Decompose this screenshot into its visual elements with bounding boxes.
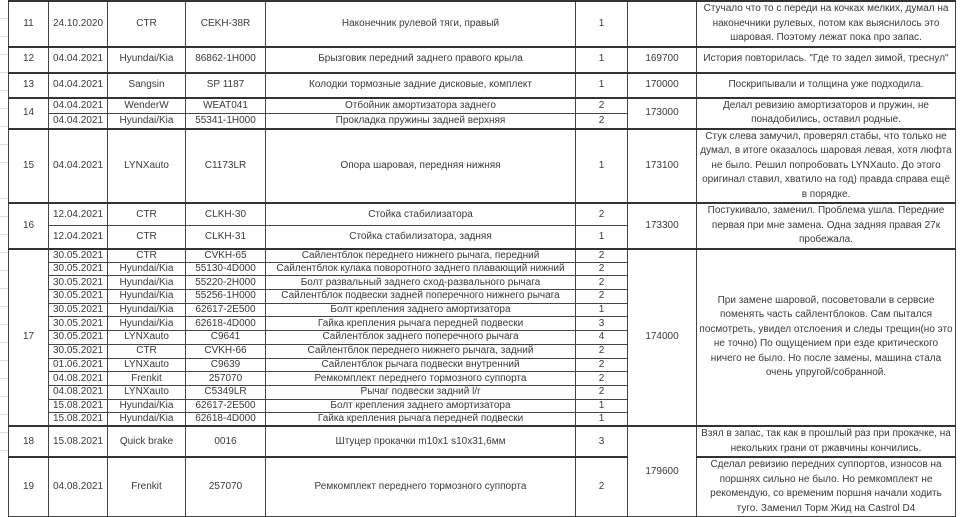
date-cell[interactable]: 04.08.2021 [49,372,108,386]
row-number-cell[interactable]: 13 [9,73,49,98]
date-cell[interactable]: 04.04.2021 [49,98,108,114]
brand-cell[interactable]: Hyundai/Kia [108,413,186,427]
brand-cell[interactable]: CTR [108,203,186,226]
date-cell[interactable]: 04.04.2021 [49,113,108,129]
part-number-cell[interactable]: 257070 [186,372,266,386]
part-name-cell[interactable]: Гайка крепления рычага передней подвески [266,413,576,427]
date-cell[interactable]: 01.06.2021 [49,358,108,372]
part-number-cell[interactable]: C5349LR [186,385,266,399]
gridline [0,234,8,235]
date-cell[interactable]: 12.04.2021 [49,226,108,249]
table-row [9,1,956,47]
brand-cell[interactable]: LYNXauto [108,129,186,204]
part-name-cell[interactable]: Опора шаровая, передняя нижняя [266,129,576,204]
table-row [9,249,956,263]
brand-cell[interactable]: Frenkit [108,372,186,386]
mileage-cell[interactable]: 169700 [628,47,697,73]
part-number-cell[interactable]: 86862-1H000 [186,47,266,73]
gridline [0,306,8,307]
part-name-cell[interactable]: Отбойник амортизатора заднего [266,98,576,114]
date-cell[interactable]: 04.04.2021 [49,73,108,98]
quantity-cell[interactable]: 2 [576,358,628,372]
row-number-cell[interactable]: 11 [9,1,49,47]
part-name-cell[interactable]: Наконечник рулевой тяги, правый [266,1,576,47]
quantity-cell[interactable]: 2 [576,98,628,114]
part-name-cell[interactable]: Стойка стабилизатора [266,203,576,226]
part-number-cell[interactable]: 55341-1H000 [186,113,266,129]
comment-cell[interactable]: Постукивало, заменил. Проблема ушла. Передние первая при мне замена. Одна задняя правая 27к пробежала. [697,203,956,249]
mileage-cell[interactable]: 173300 [628,203,697,249]
mileage-cell[interactable]: 174000 [628,249,697,427]
row-number-cell[interactable]: 16 [9,203,49,249]
part-number-cell[interactable]: 257070 [186,457,266,517]
part-name-cell[interactable]: Болт развальный заднего сход-развального рычага [266,276,576,290]
part-number-cell[interactable]: 62617-2E500 [186,303,266,317]
part-number-cell[interactable]: 62617-2E500 [186,399,266,413]
part-number-cell[interactable]: CVKH-66 [186,344,266,358]
gridline [0,270,8,271]
gridline [0,324,8,325]
parts-log-table [8,0,956,517]
date-cell[interactable]: 30.05.2021 [49,344,108,358]
part-name-cell[interactable]: Сайлентблок переднего нижнего рычага, передний [266,249,576,263]
comment-cell[interactable]: Сделал ревизию передних суппортов, износов на поршнях сильно не было. Но ремкомплект не рекомендую, со временим поршня начали ходить туго. Заменил Торм Жид на Castrol D4 [697,457,956,517]
part-name-cell[interactable]: Сайлентблок кулака поворотного заднего плавающий нижний [266,262,576,276]
quantity-cell[interactable]: 4 [576,331,628,345]
gridline [0,108,8,109]
quantity-cell[interactable]: 1 [576,303,628,317]
date-cell[interactable]: 24.10.2020 [49,1,108,47]
quantity-cell[interactable]: 1 [576,129,628,204]
row-number-cell[interactable]: 14 [9,98,49,129]
brand-cell[interactable]: Hyundai/Kia [108,317,186,331]
quantity-cell[interactable]: 2 [576,276,628,290]
brand-cell[interactable]: CTR [108,226,186,249]
mileage-cell[interactable]: 170000 [628,73,697,98]
comment-cell[interactable]: История повторилась. "Где то задел зимой, треснул" [697,47,956,73]
part-number-cell[interactable]: 62618-4D000 [186,413,266,427]
date-cell[interactable]: 15.08.2021 [49,399,108,413]
gridline [0,144,8,145]
quantity-cell[interactable]: 2 [576,290,628,304]
part-name-cell[interactable]: Колодки тормозные задние дисковые, комплект [266,73,576,98]
date-cell[interactable]: 30.05.2021 [49,249,108,263]
quantity-cell[interactable]: 3 [576,426,628,457]
date-cell[interactable]: 15.08.2021 [49,426,108,457]
part-number-cell[interactable]: 55220-2H000 [186,276,266,290]
part-number-cell[interactable]: CEKH-38R [186,1,266,47]
part-number-cell[interactable]: CVKH-65 [186,249,266,263]
mileage-cell[interactable]: 173100 [628,129,697,204]
part-number-cell[interactable]: 62618-4D000 [186,317,266,331]
quantity-cell[interactable]: 1 [576,1,628,47]
gridline [0,72,8,73]
brand-cell[interactable]: Sangsin [108,73,186,98]
brand-cell[interactable]: LYNXauto [108,331,186,345]
table-row [9,129,956,204]
quantity-cell[interactable]: 2 [576,113,628,129]
quantity-cell[interactable]: 1 [576,413,628,427]
table-row [9,73,956,98]
brand-cell[interactable]: Frenkit [108,457,186,517]
gridline [0,432,8,433]
part-number-cell[interactable]: 55256-1H000 [186,290,266,304]
part-number-cell[interactable]: 0016 [186,426,266,457]
brand-cell[interactable]: WenderW [108,98,186,114]
quantity-cell[interactable]: 2 [576,372,628,386]
brand-cell[interactable]: Hyundai/Kia [108,399,186,413]
part-name-cell[interactable]: Ремкомплект переднего тормозного суппорта [266,372,576,386]
gridline [0,198,8,199]
comment-cell[interactable]: Стук слева замучил, проверял стабы, что только не думал, в итоге оказалось шаровая левая, хотя люфта не было. Решил попробовать LYNXauto. До этого оригинал ставил, хватило на год) правда справа ещё в порядке. [697,129,956,204]
gridline [0,90,8,91]
gridline [0,414,8,415]
part-number-cell[interactable]: C9639 [186,358,266,372]
date-cell[interactable]: 04.04.2021 [49,47,108,73]
gridline [0,54,8,55]
part-number-cell[interactable]: WEAT041 [186,98,266,114]
quantity-cell[interactable]: 1 [576,47,628,73]
brand-cell[interactable]: Hyundai/Kia [108,113,186,129]
part-number-cell[interactable]: C9641 [186,331,266,345]
gridline [0,342,8,343]
comment-cell[interactable]: Стучало что то с переди на кочках мелких, думал на наконечники рулевых, потом как выяснилось это шаровая. Поэтому лежат пока про запас. [697,1,956,47]
part-name-cell[interactable]: Гайка крепления рычага передней подвески [266,317,576,331]
gridline [0,288,8,289]
date-cell[interactable]: 12.04.2021 [49,203,108,226]
quantity-cell[interactable]: 2 [576,385,628,399]
gridline [0,18,8,19]
part-name-cell[interactable]: Штуцер прокачки m10x1 s10x31,6мм [266,426,576,457]
date-cell[interactable]: 04.08.2021 [49,385,108,399]
brand-cell[interactable]: Hyundai/Kia [108,262,186,276]
part-name-cell[interactable]: Сайлентблок заднего поперечного рычага [266,331,576,345]
comment-cell[interactable]: При замене шаровой, посоветовали в сервсие поменять часть сайлентблоков. Сам пытался посмотреть, увидел отслоения и следы трещин(но это не точно) По ощущением при езде критического ничего не было. Но после замены, машина стала очень упругой/собранной. [697,249,956,427]
quantity-cell[interactable]: 1 [576,226,628,249]
table-row [9,426,956,457]
brand-cell[interactable]: LYNXauto [108,385,186,399]
mileage-cell[interactable]: 173000 [628,98,697,129]
brand-cell[interactable]: Hyundai/Kia [108,303,186,317]
gridline [0,396,8,397]
gridline [0,450,8,451]
brand-cell[interactable]: CTR [108,1,186,47]
date-cell[interactable]: 04.04.2021 [49,129,108,204]
quantity-cell[interactable]: 3 [576,317,628,331]
quantity-cell[interactable]: 1 [576,73,628,98]
part-number-cell[interactable]: C1173LR [186,129,266,204]
part-number-cell[interactable]: CLKH-31 [186,226,266,249]
table-row [9,47,956,73]
date-cell[interactable]: 30.05.2021 [49,303,108,317]
brand-cell[interactable]: LYNXauto [108,358,186,372]
part-name-cell[interactable]: Болт крепления заднего амортизатора [266,303,576,317]
part-name-cell[interactable]: Прокладка пружины задней верхняя [266,113,576,129]
date-cell[interactable]: 15.08.2021 [49,413,108,427]
date-cell[interactable]: 30.05.2021 [49,317,108,331]
table-row [9,98,956,114]
brand-cell[interactable]: Hyundai/Kia [108,276,186,290]
date-cell[interactable]: 30.05.2021 [49,331,108,345]
part-number-cell[interactable]: SP 1187 [186,73,266,98]
brand-cell[interactable]: Hyundai/Kia [108,290,186,304]
mileage-cell[interactable] [628,1,697,47]
gridline [0,216,8,217]
part-name-cell[interactable]: Стойка стабилизатора, задняя [266,226,576,249]
part-name-cell[interactable]: Болт крепления заднего амортизатора [266,399,576,413]
comment-cell[interactable]: Взял в запас, так как в прошлый раз при прокачке, на некольких грани от ржавчины кончились. [697,426,956,457]
row-number-cell[interactable]: 18 [9,426,49,457]
gridline [0,252,8,253]
part-name-cell[interactable]: Сайлентблок переднего нижнего рычага, задний [266,344,576,358]
row-number-cell[interactable]: 17 [9,249,49,427]
part-name-cell[interactable]: Сайлентблок рычага подвески внутренний [266,358,576,372]
brand-cell[interactable]: Quick brake [108,426,186,457]
gridline [0,378,8,379]
quantity-cell[interactable]: 2 [576,344,628,358]
row-number-cell[interactable]: 12 [9,47,49,73]
part-number-cell[interactable]: CLKH-30 [186,203,266,226]
row-number-cell[interactable]: 19 [9,457,49,517]
part-name-cell[interactable]: Брызговик передний заднего правого крыла [266,47,576,73]
quantity-cell[interactable]: 2 [576,262,628,276]
part-number-cell[interactable]: 55130-4D000 [186,262,266,276]
comment-cell[interactable]: Поскрипывали и толщина уже подходила. [697,73,956,98]
quantity-cell[interactable]: 2 [576,203,628,226]
part-name-cell[interactable]: Рычаг подвески задний l/r [266,385,576,399]
date-cell[interactable]: 30.05.2021 [49,290,108,304]
part-name-cell[interactable]: Сайлентблок подвески задней поперечного нижнего рычага [266,290,576,304]
gridline [0,360,8,361]
part-name-cell[interactable]: Ремкомплект переднего тормозного суппорта [266,457,576,517]
quantity-cell[interactable]: 2 [576,457,628,517]
comment-cell[interactable]: Делал ревизию амортизаторов и пружин, не понадобились, оставил родные. [697,98,956,129]
quantity-cell[interactable]: 2 [576,249,628,263]
gridline [0,162,8,163]
table-row [9,457,956,517]
quantity-cell[interactable]: 1 [576,399,628,413]
brand-cell[interactable]: Hyundai/Kia [108,47,186,73]
brand-cell[interactable]: CTR [108,344,186,358]
gridline [0,36,8,37]
gridline [0,126,8,127]
brand-cell[interactable]: CTR [108,249,186,263]
table-row [9,203,956,226]
mileage-cell[interactable]: 179600 [628,426,697,517]
date-cell[interactable]: 30.05.2021 [49,262,108,276]
date-cell[interactable]: 04.08.2021 [49,457,108,517]
row-number-cell[interactable]: 15 [9,129,49,204]
date-cell[interactable]: 30.05.2021 [49,276,108,290]
